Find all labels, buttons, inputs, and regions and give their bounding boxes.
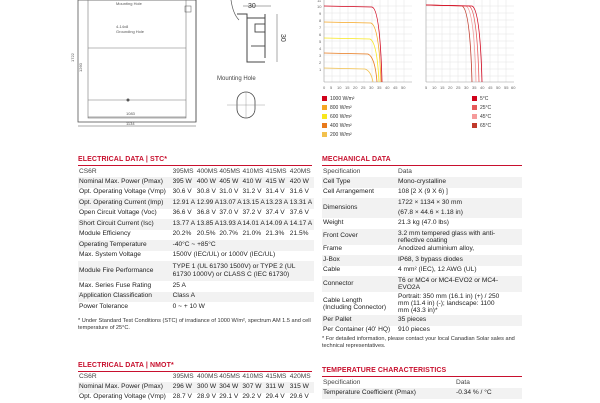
- elec-stc-table: [78, 167, 314, 313]
- temp-table: [322, 378, 522, 399]
- svg-text:6: 6: [319, 32, 322, 37]
- cell: 37.2 V: [242, 209, 265, 220]
- header-cell: Specification: [322, 167, 398, 177]
- table-row: [78, 261, 314, 281]
- mech-title: MECHANICAL DATA: [322, 156, 391, 163]
- cell: 21.0%: [242, 230, 265, 241]
- legend-item: 5°C: [472, 96, 488, 102]
- grounding-label: 4-14x8: [116, 24, 129, 29]
- header-cell: Specification: [322, 378, 456, 388]
- svg-text:10: 10: [337, 85, 342, 90]
- table-row: [322, 326, 522, 337]
- legend-item: 25°C: [472, 105, 491, 111]
- cell: 31.0 V: [219, 188, 242, 199]
- cell: 405 W: [219, 177, 242, 188]
- svg-text:15: 15: [440, 85, 445, 90]
- grounding-hole-label: Grounding Hole: [116, 29, 145, 34]
- row-label: Nominal Max. Power (Pmax): [78, 177, 173, 188]
- row-label: Front Cover: [322, 229, 398, 245]
- svg-text:15: 15: [345, 85, 350, 90]
- cell: -0.34 % / °C: [456, 388, 522, 399]
- mech-rule: [322, 165, 522, 166]
- cell: 1722 × 1134 × 30 mm (67.8 × 44.6 × 1.18 in): [398, 198, 522, 218]
- cell: 36.8 V: [197, 209, 220, 220]
- table-row: [322, 276, 522, 292]
- cell: 20.2%: [173, 230, 197, 241]
- iv-chart-irradiance: [316, 0, 416, 92]
- side-a-label: 1722: [70, 52, 75, 62]
- row-label: Frame: [322, 245, 398, 256]
- cell: 29.6 V: [290, 393, 314, 403]
- svg-text:35: 35: [377, 85, 382, 90]
- cell: 13.31 A: [290, 198, 314, 209]
- row-label: Weight: [322, 218, 398, 229]
- svg-text:45: 45: [488, 85, 493, 90]
- cell: Portrait: 350 mm (16.1 in) (+) / 250 mm (11.4 in) (-); landscape: 1100 mm (43.3 in)*: [398, 292, 522, 315]
- table-header-row: [78, 167, 314, 177]
- svg-text:10: 10: [317, 4, 322, 9]
- legend-item: 45°C: [472, 114, 491, 120]
- cell: 30.8 V: [197, 188, 220, 199]
- cell: 28.9 V: [197, 393, 219, 403]
- cell: 1500V (IEC/UL) or 1000V (IEC/UL): [173, 251, 314, 262]
- table-row: [322, 188, 522, 199]
- table-row: [78, 382, 314, 393]
- svg-text:30: 30: [464, 85, 469, 90]
- cell: 31.4 V: [266, 188, 290, 199]
- elec-nmot-title: ELECTRICAL DATA | NMOT*: [78, 362, 174, 369]
- svg-text:45: 45: [393, 85, 398, 90]
- cell: 28.7 V: [173, 393, 197, 403]
- svg-text:4: 4: [319, 46, 322, 51]
- row-label: Module Fire Performance: [78, 261, 173, 281]
- cell: 304 W: [219, 382, 242, 393]
- cell: Mono-crystalline: [398, 177, 522, 188]
- cell: 29.2 V: [242, 393, 265, 403]
- svg-text:25: 25: [456, 85, 461, 90]
- mounting-hole-label: Mounting Hole: [116, 1, 143, 6]
- svg-text:55: 55: [504, 85, 509, 90]
- svg-text:3: 3: [319, 53, 322, 58]
- row-label: Power Tolerance: [78, 302, 173, 313]
- svg-text:50: 50: [401, 85, 406, 90]
- cell: 21.3%: [266, 230, 290, 241]
- cell: 31.2 V: [242, 188, 265, 199]
- legend-item: 200 W/m²: [322, 132, 352, 138]
- row-label: Opt. Operating Voltage (Vmp): [78, 393, 173, 403]
- header-cell: CS6R: [78, 372, 173, 382]
- cell: 395 W: [173, 177, 197, 188]
- cell: 300 W: [197, 382, 219, 393]
- module-drawing-left: [70, 0, 210, 128]
- cell: 12.99 A: [197, 198, 220, 209]
- cell: 13.07 A: [219, 198, 242, 209]
- table-row: [322, 292, 522, 315]
- row-label: Opt. Operating Current (Imp): [78, 198, 173, 209]
- row-label: Per Container (40' HQ): [322, 326, 398, 337]
- header-cell: 400MS: [197, 167, 220, 177]
- row-label: Module Efficiency: [78, 230, 173, 241]
- header-cell: Data: [398, 167, 522, 177]
- cell: 315 W: [290, 382, 314, 393]
- header-cell: 395MS: [173, 167, 197, 177]
- header-cell: 410MS: [242, 372, 265, 382]
- cell: 14.01 A: [242, 219, 265, 230]
- svg-text:2: 2: [319, 60, 322, 65]
- cell: -40°C ~ +85°C: [173, 240, 314, 251]
- header-cell: 420MS: [290, 167, 314, 177]
- header-cell: Data: [456, 378, 522, 388]
- table-row: [322, 388, 522, 399]
- header-cell: 420MS: [290, 372, 314, 382]
- cell: 14.17 A: [290, 219, 314, 230]
- side-b-label: 1260: [78, 62, 83, 72]
- cell: 21.3 kg (47.0 lbs): [398, 218, 522, 229]
- table-row: [322, 177, 522, 188]
- table-row: [78, 219, 314, 230]
- header-cell: 395MS: [173, 372, 197, 382]
- svg-text:25: 25: [361, 85, 366, 90]
- cell: 31.6 V: [290, 188, 314, 199]
- width-a-label: 1083: [126, 111, 136, 116]
- cell: 37.6 V: [290, 209, 314, 220]
- table-row: [78, 198, 314, 209]
- svg-text:5: 5: [330, 85, 333, 90]
- row-label: Temperature Coefficient (Pmax): [322, 388, 456, 399]
- table-row: [78, 393, 314, 403]
- table-header-row: [322, 378, 522, 388]
- cell: 14.09 A: [266, 219, 290, 230]
- cell: 35 pieces: [398, 315, 522, 326]
- cell: 13.15 A: [242, 198, 265, 209]
- svg-text:0: 0: [323, 85, 326, 90]
- mounting-hole-caption: Mounting Hole: [217, 76, 256, 82]
- table-row: [322, 218, 522, 229]
- row-label: Operating Temperature: [78, 240, 173, 251]
- cell: 108 [2 X (9 X 6) ]: [398, 188, 522, 199]
- cell: Anodized aluminium alloy,: [398, 245, 522, 256]
- svg-text:5: 5: [425, 85, 428, 90]
- cell: 36.6 V: [173, 209, 197, 220]
- svg-text:40: 40: [385, 85, 390, 90]
- cell: 307 W: [242, 382, 265, 393]
- cell: TYPE 1 (UL 61730 1500V) or TYPE 2 (UL 61730 1000V) or CLASS C (IEC 61730): [173, 261, 314, 281]
- table-row: [78, 209, 314, 220]
- table-row: [78, 230, 314, 241]
- cell: 25 A: [173, 281, 314, 292]
- cell: 910 pieces: [398, 326, 522, 337]
- svg-text:30: 30: [369, 85, 374, 90]
- row-label: J-Box: [322, 255, 398, 266]
- svg-text:60: 60: [511, 85, 516, 90]
- header-cell: 400MS: [197, 372, 219, 382]
- legend-item: 65°C: [472, 123, 491, 129]
- cell: 415 W: [266, 177, 290, 188]
- temp-title: TEMPERATURE CHARACTERISTICS: [322, 367, 446, 374]
- table-header-row: [78, 372, 314, 382]
- elec-stc-rule: [78, 165, 312, 166]
- table-row: [78, 177, 314, 188]
- row-label: Per Pallet: [322, 315, 398, 326]
- table-header-row: [322, 167, 522, 177]
- cell: IP68, 3 bypass diodes: [398, 255, 522, 266]
- svg-text:8: 8: [319, 18, 322, 23]
- table-row: [78, 188, 314, 199]
- width-b-label: 1134: [126, 121, 135, 126]
- table-row: [78, 240, 314, 251]
- table-row: [322, 315, 522, 326]
- cell: 29.1 V: [219, 393, 242, 403]
- frame-section-drawing: [215, 0, 305, 128]
- temp-rule: [322, 376, 522, 377]
- row-label: Max. System Voltage: [78, 251, 173, 262]
- header-cell: 415MS: [266, 167, 290, 177]
- cell: 37.4 V: [266, 209, 290, 220]
- mech-table: [322, 167, 522, 336]
- cell: 20.7%: [219, 230, 242, 241]
- row-label: Cable Length (Including Connector): [322, 292, 398, 315]
- header-cell: 415MS: [266, 372, 290, 382]
- header-cell: 405MS: [219, 167, 242, 177]
- header-cell: 410MS: [242, 167, 265, 177]
- row-label: Short Circuit Current (Isc): [78, 219, 173, 230]
- cell: 4 mm² (IEC), 12 AWG (UL): [398, 266, 522, 277]
- svg-text:50: 50: [496, 85, 501, 90]
- cell: 420 W: [290, 177, 314, 188]
- svg-text:9: 9: [319, 11, 322, 16]
- table-row: [78, 281, 314, 292]
- table-row: [78, 292, 314, 303]
- elec-nmot-table: [78, 372, 314, 403]
- cell: 30.6 V: [173, 188, 197, 199]
- row-label: Open Circuit Voltage (Voc): [78, 209, 173, 220]
- table-row: [322, 255, 522, 266]
- dim-30-side: 30: [279, 34, 286, 42]
- cell: 410 W: [242, 177, 265, 188]
- table-row: [78, 302, 314, 313]
- cell: 21.5%: [290, 230, 314, 241]
- row-label: Nominal Max. Power (Pmax): [78, 382, 173, 393]
- svg-text:40: 40: [480, 85, 485, 90]
- legend-item: 1000 W/m²: [322, 96, 354, 102]
- cell: 13.23 A: [266, 198, 290, 209]
- cell: 311 W: [266, 382, 290, 393]
- cell: 37.0 V: [219, 209, 242, 220]
- header-cell: CS6R: [78, 167, 173, 177]
- legend-item: 400 W/m²: [322, 123, 352, 129]
- svg-text:20: 20: [353, 85, 358, 90]
- row-label: Cable: [322, 266, 398, 277]
- header-cell: 405MS: [219, 372, 242, 382]
- cell: T6 or MC4 or MC4-EVO2 or MC4- EVO2A: [398, 276, 522, 292]
- svg-text:20: 20: [448, 85, 453, 90]
- svg-text:5: 5: [319, 39, 322, 44]
- svg-text:10: 10: [432, 85, 437, 90]
- mech-footnote: * For detailed information, please contact your local Canadian Solar sales and technical representatives.: [322, 336, 522, 350]
- cell: 12.91 A: [173, 198, 197, 209]
- iv-chart-temperature: [418, 0, 518, 92]
- row-label: Cell Type: [322, 177, 398, 188]
- row-label: Application Classification: [78, 292, 173, 303]
- cell: 0 ~ + 10 W: [173, 302, 314, 313]
- cell: 296 W: [173, 382, 197, 393]
- table-row: [322, 229, 522, 245]
- row-label: Max. Series Fuse Rating: [78, 281, 173, 292]
- elec-stc-footnote: * Under Standard Test Conditions (STC) of irradiance of 1000 W/m², spectrum AM 1.5 and cell temperature of 25°C.: [78, 318, 312, 332]
- row-label: Connector: [322, 276, 398, 292]
- svg-text:7: 7: [319, 25, 322, 30]
- row-label: Cell Arrangement: [322, 188, 398, 199]
- row-label: Dimensions: [322, 198, 398, 218]
- row-label: Opt. Operating Voltage (Vmp): [78, 188, 173, 199]
- legend-item: 600 W/m²: [322, 114, 352, 120]
- cell: 3.2 mm tempered glass with anti- reflective coating: [398, 229, 522, 245]
- cell: 29.4 V: [266, 393, 290, 403]
- table-row: [322, 266, 522, 277]
- elec-stc-title: ELECTRICAL DATA | STC*: [78, 156, 167, 163]
- svg-text:11: 11: [317, 0, 322, 3]
- cell: 400 W: [197, 177, 220, 188]
- table-row: [322, 245, 522, 256]
- cell: Class A: [173, 292, 314, 303]
- legend-item: 800 W/m²: [322, 105, 352, 111]
- cell: 13.77 A: [173, 219, 197, 230]
- cell: 13.93 A: [219, 219, 242, 230]
- table-row: [78, 251, 314, 262]
- cell: 13.85 A: [197, 219, 220, 230]
- svg-text:1: 1: [319, 67, 322, 72]
- svg-text:35: 35: [472, 85, 477, 90]
- dim-30-top: 30: [248, 3, 256, 10]
- cell: 20.5%: [197, 230, 220, 241]
- table-row: [322, 198, 522, 218]
